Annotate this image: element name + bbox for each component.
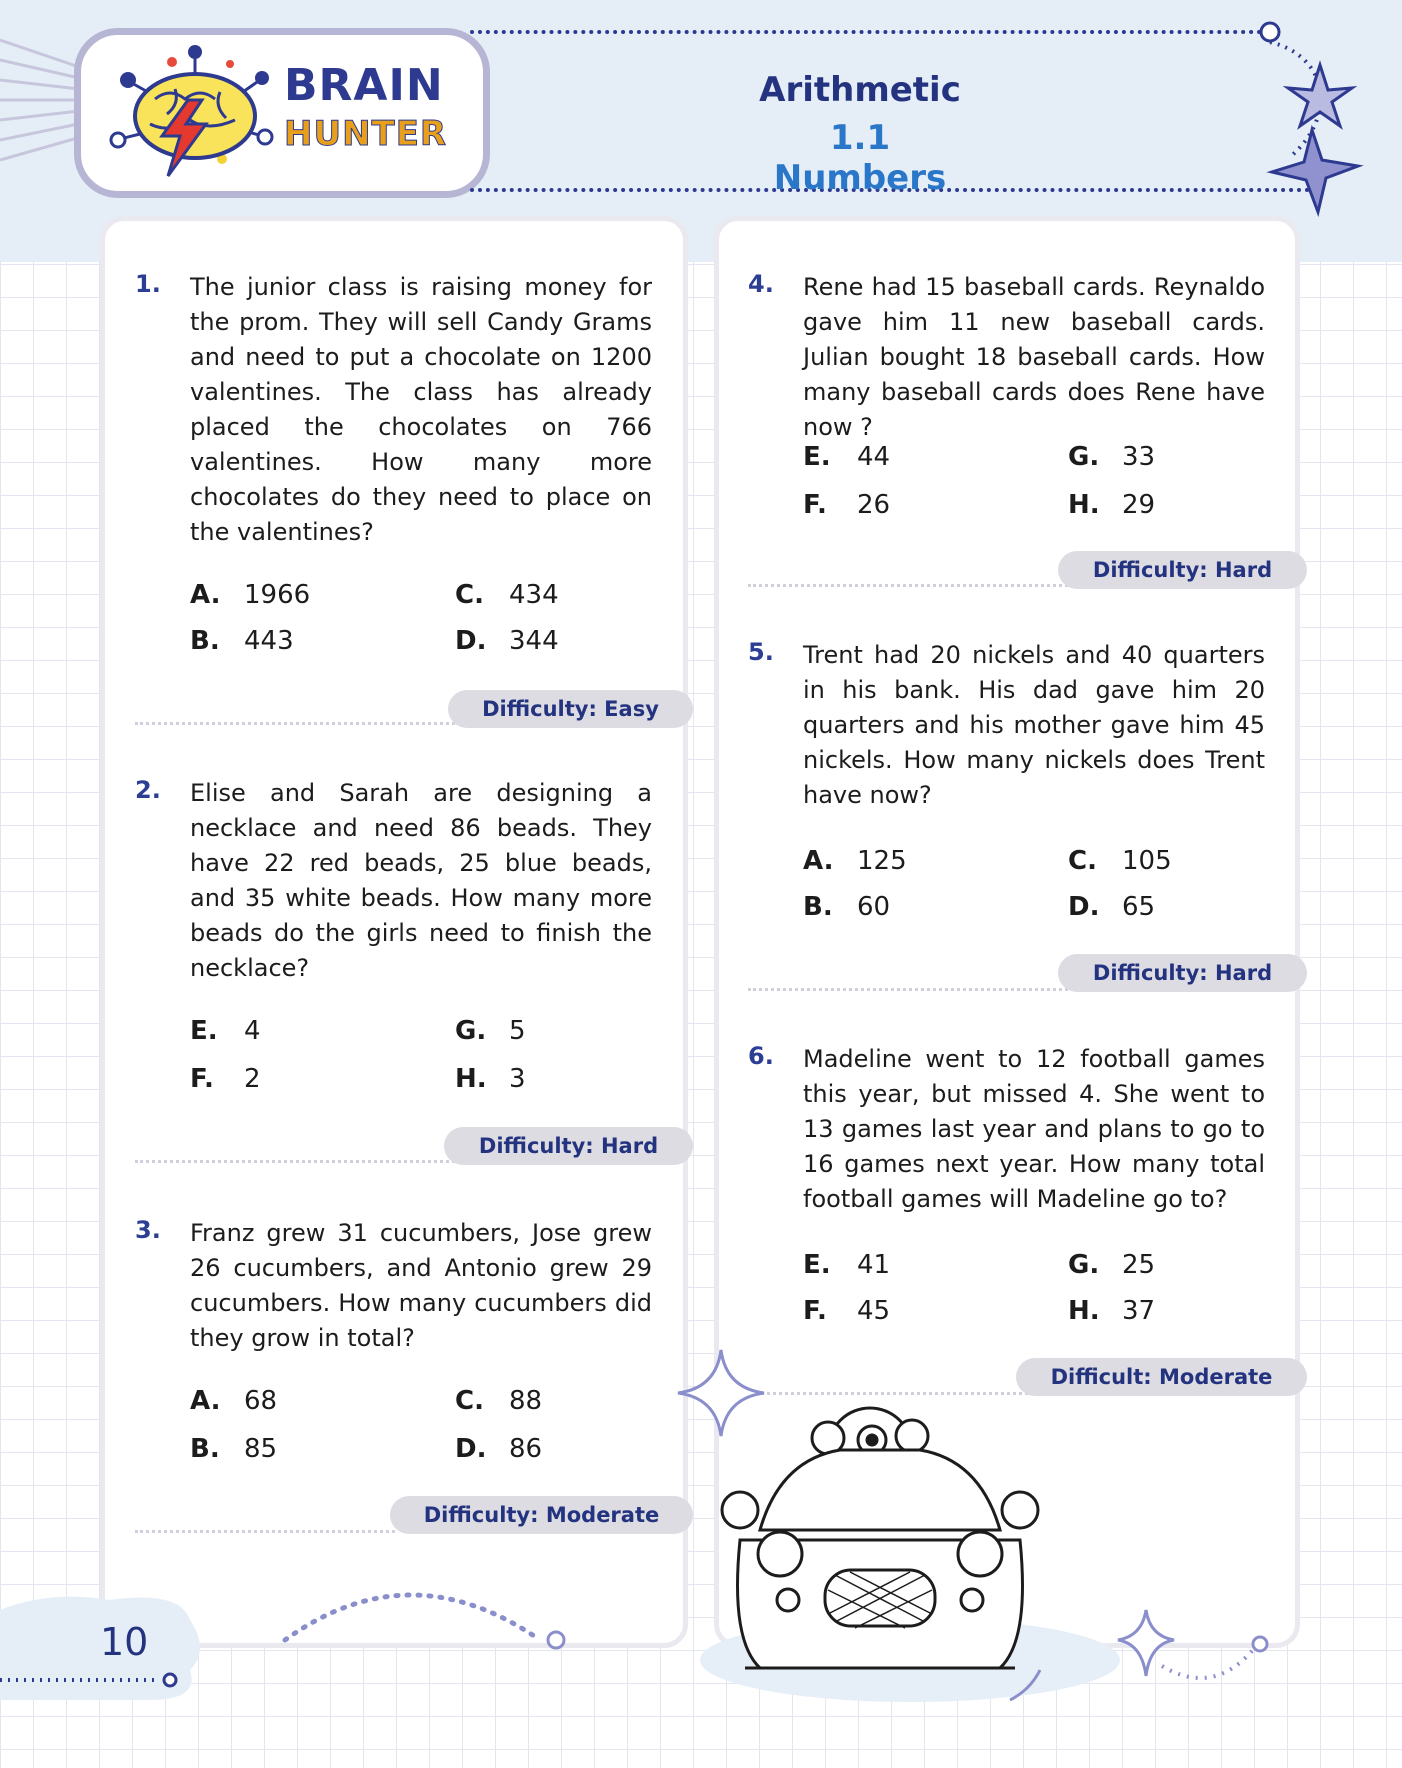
choice-d[interactable]: D. 86 — [455, 1434, 543, 1464]
choice-c[interactable]: C. 434 — [455, 580, 559, 610]
choice-h[interactable]: H. 3 — [455, 1064, 526, 1094]
choice-c[interactable]: C. 88 — [455, 1386, 543, 1416]
difficulty-badge: Difficult: Moderate — [1016, 1358, 1307, 1396]
choice-d[interactable]: D. 344 — [455, 626, 559, 656]
choice-h[interactable]: H. 29 — [1068, 490, 1156, 520]
question-separator — [135, 1530, 395, 1533]
choice-b[interactable]: B. 85 — [190, 1434, 278, 1464]
question-separator — [748, 584, 1068, 587]
dotted-arc-decoration — [280, 1580, 570, 1650]
choice-a[interactable]: A. 1966 — [190, 580, 311, 610]
question-number: 4. — [748, 270, 774, 298]
page-number: 10 — [100, 1620, 149, 1664]
choice-b[interactable]: B. 60 — [803, 892, 891, 922]
choice-f[interactable]: F. 26 — [803, 490, 891, 520]
question-text: Franz grew 31 cucumbers, Jose grew 26 cucumbers, and Antonio grew 29 cucumbers. How many cucumbers did they grow in total? — [190, 1219, 652, 1352]
difficulty-badge: Difficulty: Hard — [1058, 954, 1307, 992]
difficulty-badge: Difficulty: Hard — [444, 1127, 693, 1165]
difficulty-badge: Difficulty: Hard — [1058, 551, 1307, 589]
page-title: Arithmetic — [759, 70, 961, 110]
logo-brain-text: BRAIN — [284, 60, 444, 111]
choice-a[interactable]: A. 68 — [190, 1386, 278, 1416]
question-separator — [135, 1160, 455, 1163]
choice-h[interactable]: H. 37 — [1068, 1296, 1156, 1326]
sparkle-dotted-trail-icon — [1112, 1606, 1272, 1686]
choice-g[interactable]: G. 5 — [455, 1016, 526, 1046]
choice-e[interactable]: E. 41 — [803, 1250, 891, 1280]
choice-g[interactable]: G. 33 — [1068, 442, 1156, 472]
question-text: Rene had 15 baseball cards. Reynaldo gave him 11 new baseball cards. Julian bought 18 baseball cards. How many baseball cards does Rene have now ? — [803, 273, 1265, 441]
question-text: Trent had 20 nickels and 40 quarters in his bank. His dad gave him 20 quarters and his mother gave him 45 nickels. How many nickels does Trent have now? — [803, 641, 1265, 809]
question-number: 1. — [135, 270, 161, 298]
brain-logo-icon — [110, 44, 280, 184]
question-text: The junior class is raising money for the prom. They will sell Candy Grams and need to put a chocolate on 1200 valentines. The class has already placed the chocolates on 766 valentines. How many more chocolates do they need to place on the valentines? — [190, 273, 652, 546]
choice-e[interactable]: E. 44 — [803, 442, 891, 472]
choice-a[interactable]: A. 125 — [803, 846, 907, 876]
choice-g[interactable]: G. 25 — [1068, 1250, 1156, 1280]
question-text: Madeline went to 12 football games this year, but missed 4. She went to 13 games last year and plans to go to 16 games next year. How many total football games will Madeline go to? — [803, 1045, 1265, 1213]
difficulty-badge: Difficulty: Easy — [448, 690, 693, 728]
question-separator — [748, 1392, 1028, 1395]
question-number: 2. — [135, 776, 161, 804]
choice-c[interactable]: C. 105 — [1068, 846, 1172, 876]
star-decoration-icon — [1250, 20, 1370, 220]
choice-e[interactable]: E. 4 — [190, 1016, 261, 1046]
question-text: Elise and Sarah are designing a necklace and need 86 beads. They have 22 red beads, 25 blue beads, and 35 white beads. How many more beads do the girls need to finish the necklace? — [190, 779, 652, 982]
question-number: 6. — [748, 1042, 774, 1070]
question-number: 3. — [135, 1216, 161, 1244]
question-separator — [748, 988, 1068, 991]
choice-f[interactable]: F. 2 — [190, 1064, 261, 1094]
difficulty-badge: Difficulty: Moderate — [390, 1496, 693, 1534]
choice-f[interactable]: F. 45 — [803, 1296, 891, 1326]
section-title: 1.1 Numbers — [773, 118, 947, 198]
question-number: 5. — [748, 638, 774, 666]
monster-car-illustration — [700, 1400, 1120, 1700]
choice-d[interactable]: D. 65 — [1068, 892, 1156, 922]
question-separator — [135, 722, 455, 725]
header-dotted-line-top — [470, 30, 1270, 34]
choice-b[interactable]: B. 443 — [190, 626, 294, 656]
logo-hunter-text: HUNTER — [284, 114, 448, 154]
